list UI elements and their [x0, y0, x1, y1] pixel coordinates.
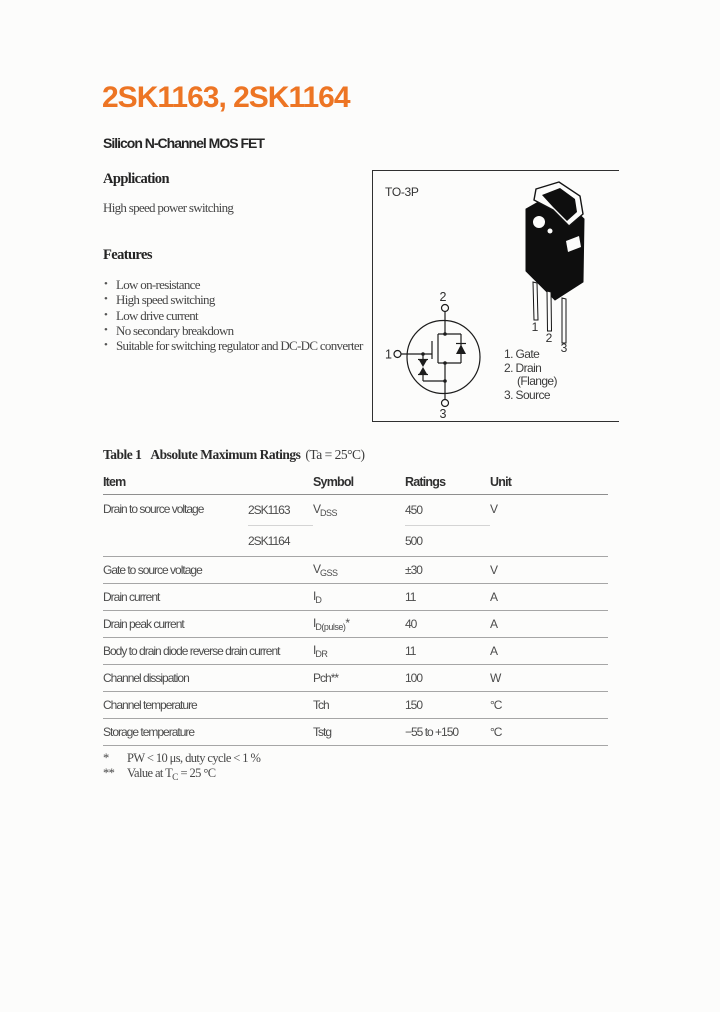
mosfet-symbol-drawing [379, 287, 505, 422]
symbol-pin-2-label: 2 [439, 290, 447, 304]
cell-symbol: $V_{GSS}$ [313, 556, 405, 583]
bullet-icon: • [104, 339, 108, 352]
features-heading: Features [103, 247, 152, 263]
table-row [103, 583, 608, 610]
cell-symbol: $I_{DR}$ [313, 637, 405, 664]
application-heading: Application [103, 171, 169, 187]
cell-type: 2SK1163 [248, 494, 313, 525]
feature-text: Suitable for switching regulator and DC-DC converter [116, 338, 363, 354]
footnote-text: Value at $T_C = 25$ °C [127, 766, 216, 783]
cell-rating: 100 [405, 664, 490, 691]
bullet-icon: • [104, 308, 108, 321]
cell-unit: °C [490, 691, 608, 718]
symbol-pin-3-label: 3 [439, 407, 447, 421]
col-header-symbol: Symbol [313, 470, 405, 494]
features-list [103, 277, 375, 353]
bullet-icon: • [104, 323, 108, 336]
table-caption [103, 447, 364, 463]
footnote-2 [103, 766, 260, 786]
footnote-marker: ** [103, 766, 115, 780]
list-item [103, 277, 375, 292]
cell-rating: −55 to +150 [405, 718, 490, 745]
table-row [103, 494, 608, 525]
abs-max-ratings-table [103, 470, 608, 746]
footnote-marker: * [103, 751, 109, 765]
list-item [103, 308, 375, 323]
table-row [103, 691, 608, 718]
cell-symbol: Tch [313, 691, 405, 718]
cell-symbol: Pch** [313, 664, 405, 691]
cell-item: Drain peak current [103, 610, 313, 637]
footnote-1 [103, 751, 260, 766]
cell-unit: A [490, 637, 608, 664]
list-item [103, 323, 375, 338]
cell-rating: 500 [405, 525, 490, 556]
feature-text: Low drive current [116, 307, 198, 323]
cell-unit: A [490, 583, 608, 610]
cell-item: Storage temperature [103, 718, 313, 745]
table-caption-title: Absolute Maximum Ratings [150, 447, 301, 462]
application-text: High speed power switching [103, 200, 234, 215]
bullet-icon: • [104, 278, 108, 290]
table-row [103, 610, 608, 637]
page-title: 2SK1163, 2SK1164 [102, 81, 350, 114]
cell-rating: ±30 [405, 556, 490, 583]
pin-legend [504, 348, 557, 402]
footnote-text: PW < 10 μs, duty cycle < 1 % [127, 751, 261, 765]
col-header-ratings: Ratings [405, 470, 490, 494]
feature-text: No secondary breakdown [116, 322, 234, 338]
symbol-pin-1-label: 1 [385, 347, 392, 362]
cell-item: Gate to source voltage [103, 556, 313, 583]
cell-item: Channel temperature [103, 691, 313, 718]
cell-item: Channel dissipation [103, 664, 313, 691]
bullet-icon: • [104, 293, 108, 306]
list-item [103, 292, 375, 307]
col-header-unit: Unit [490, 470, 608, 494]
table-row [103, 664, 608, 691]
table-caption-label: Table 1 [103, 447, 142, 462]
to3p-package-drawing [506, 179, 626, 353]
table-header-row [103, 470, 608, 494]
cell-item: Drain to source voltage [103, 494, 248, 556]
cell-unit: V [490, 556, 608, 583]
cell-rating: 40 [405, 610, 490, 637]
cell-rating: 11 [405, 583, 490, 610]
package-figure-box [372, 170, 619, 422]
legend-drain: 2. Drain [504, 360, 542, 375]
cell-type: 2SK1164 [248, 525, 313, 556]
footnotes [103, 751, 260, 786]
legend-flange: (Flange) [517, 374, 557, 389]
cell-unit: A [490, 610, 608, 637]
page-subtitle: Silicon N-Channel MOS FET [103, 135, 264, 151]
cell-item: Body to drain diode reverse drain current [103, 637, 313, 664]
table-row [103, 718, 608, 745]
legend-gate: 1. Gate [504, 347, 540, 361]
cell-item: Drain current [103, 583, 313, 610]
cell-rating: 11 [405, 637, 490, 664]
cell-unit: V [490, 494, 608, 556]
package-pin-2-label: 2 [545, 331, 553, 345]
cell-unit: °C [490, 718, 608, 745]
package-type-label: TO-3P [385, 185, 419, 199]
cell-symbol: $I_D$ [313, 583, 405, 610]
cell-rating: 450 [405, 494, 490, 525]
package-pin-1-label: 1 [531, 320, 539, 334]
table-row [103, 637, 608, 664]
cell-symbol: Tstg [313, 718, 405, 745]
package-pin-3-label: 3 [560, 341, 568, 353]
cell-symbol: $V_{DSS}$ [313, 494, 405, 556]
cell-unit: W [490, 664, 608, 691]
list-item [103, 338, 375, 353]
feature-text: High speed switching [116, 292, 215, 308]
col-header-item: Item [103, 470, 313, 494]
cell-symbol: $I_{D(pulse)}*$ [313, 610, 405, 637]
table-row [103, 556, 608, 583]
feature-text: Low on-resistance [116, 277, 200, 292]
legend-source: 3. Source [504, 387, 550, 402]
cell-rating: 150 [405, 691, 490, 718]
table-caption-condition: (Ta = 25°C) [305, 447, 365, 462]
